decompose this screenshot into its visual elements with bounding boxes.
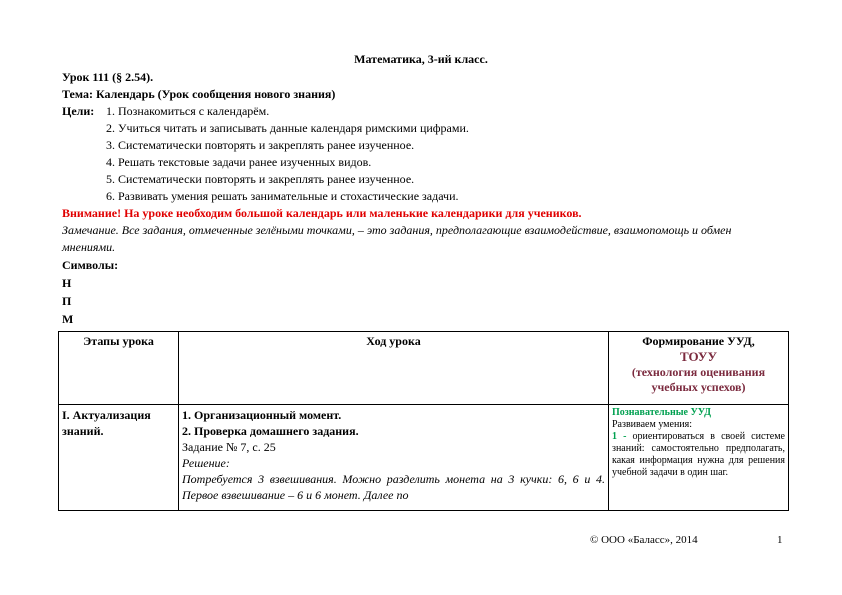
header-touu: ТОУУ (680, 349, 717, 364)
table-header-row (59, 332, 789, 405)
task-ref: Задание № 7, с. 25 (182, 440, 276, 454)
uud-item (612, 431, 785, 479)
step-org-moment: 1. Организационный момент. (182, 408, 342, 422)
header-process (179, 332, 609, 405)
lesson-number: Урок 111 (§ 2.54). (62, 70, 154, 84)
uud-item-text: ориентироваться в своей системе знаний: самостоятельно предполагать, какая информация нужна для решения учебной задачи в один шаг. (612, 431, 785, 478)
goal-item: 4. Решать текстовые задачи ранее изученных видов. (106, 155, 372, 169)
goal-item: 3. Систематически повторять и закреплять ранее изученное. (106, 138, 415, 152)
uud-title: Познавательные УУД (612, 407, 712, 418)
goal-item: 5. Систематически повторять и закреплять ранее изученное. (106, 172, 415, 186)
table-row (59, 405, 789, 511)
goal-item: 6. Развивать умения решать занимательные и стохастические задачи. (106, 189, 459, 203)
header-stage (59, 332, 179, 405)
header-uud-label: Формирование УУД, (642, 334, 755, 348)
uud-item-number: 1 - (612, 431, 627, 442)
page-number: 1 (777, 534, 783, 546)
symbol-n: Н (62, 276, 72, 290)
topic-label: Тема: (62, 87, 93, 101)
row1-stage (59, 405, 179, 511)
note-text: Замечание. Все задания, отмеченные зелёными точками, – это задания, предполагающие взаимодействие, взаимопомощь и обмен мнениями. (62, 223, 732, 254)
row1-stage-text: I. Актуализация знаний. (62, 408, 151, 438)
document-title: Математика, 3-ий класс. (354, 52, 488, 66)
symbols-label: Символы: (62, 258, 119, 272)
solution-text: Потребуется 3 взвешивания. Можно разделить монета на 3 кучки: 6, 6 и 4. Первое взвешивание – 6 и 6 монет. Далее по (182, 472, 605, 502)
symbol-m: М (62, 312, 74, 326)
header-process-label: Ход урока (366, 334, 421, 348)
symbol-p: П (62, 294, 72, 308)
header-uud (609, 332, 789, 405)
header-stage-label: Этапы урока (83, 334, 154, 348)
header-touu-desc: (технология оценивания учебных успехов) (631, 365, 766, 394)
topic-line (62, 86, 335, 103)
topic-text: Календарь (Урок сообщения нового знания) (92, 87, 336, 101)
row1-uud-body (612, 407, 785, 508)
lesson-table (58, 331, 789, 511)
solution-label: Решение: (182, 456, 230, 470)
footer-copyright: © ООО «Баласс», 2014 (590, 534, 698, 546)
goals-label: Цели: (62, 104, 95, 118)
row1-uud (609, 405, 789, 511)
step-homework-check: 2. Проверка домашнего задания. (182, 424, 359, 438)
uud-intro: Развиваем умения: (612, 419, 693, 430)
goal-item: 1. Познакомиться с календарём. (106, 104, 270, 118)
row1-process-body (182, 407, 605, 508)
row1-process (179, 405, 609, 511)
warning-text: Внимание! На уроке необходим большой календарь или маленькие календарики для учеников. (62, 206, 582, 220)
goal-item: 2. Учиться читать и записывать данные календаря римскими цифрами. (106, 121, 469, 135)
